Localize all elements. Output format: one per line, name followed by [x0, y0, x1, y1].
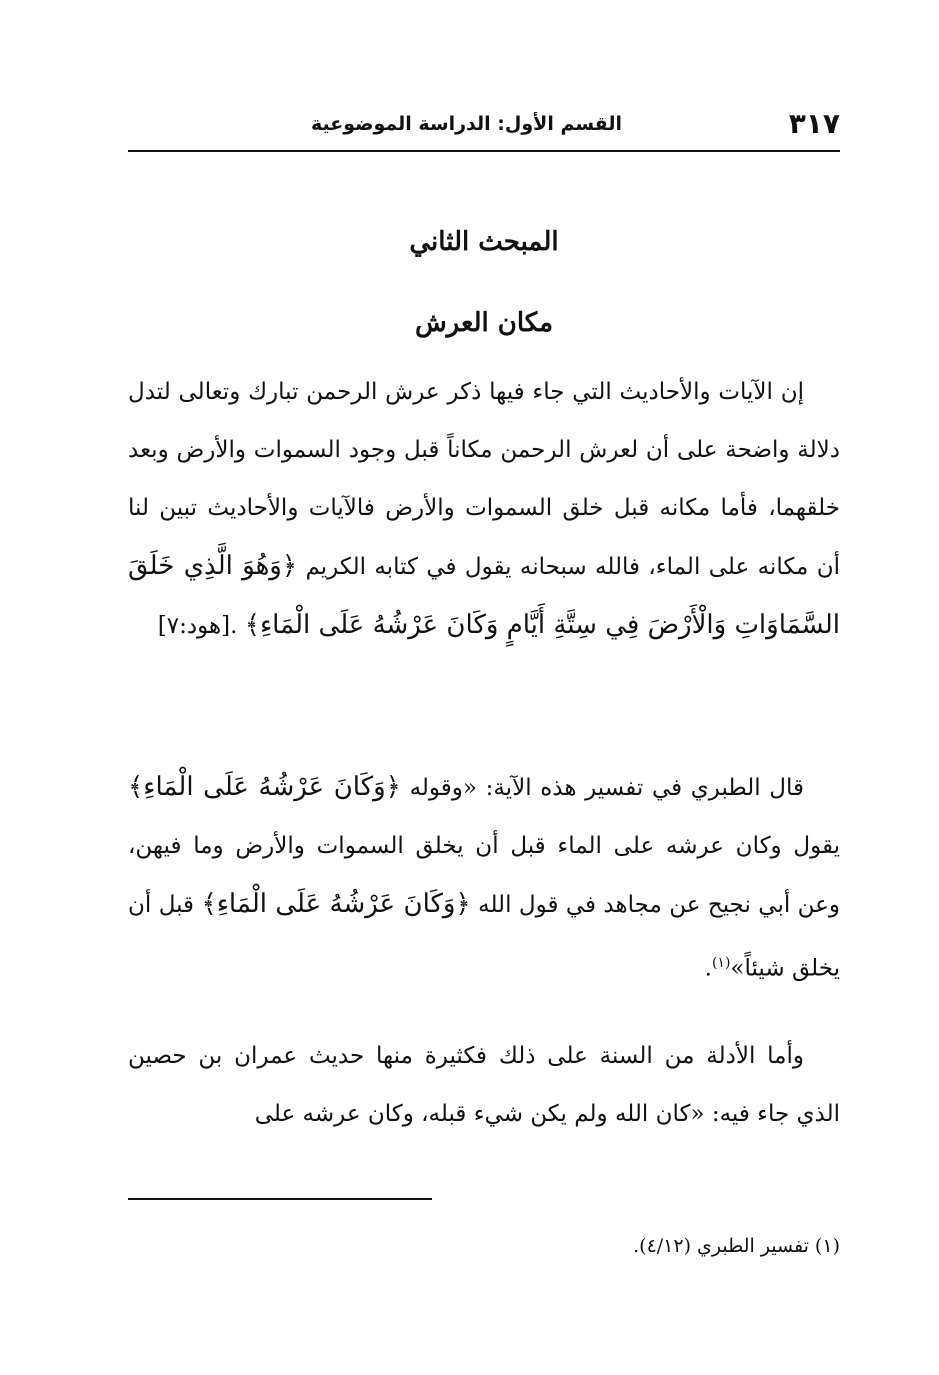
paragraph-2 [128, 758, 840, 998]
quran-verse-quote-1: ﴿وَكَانَ عَرْشُهُ عَلَى الْمَاءِ﴾ [128, 772, 401, 802]
footnote-marker: (١) [711, 955, 731, 971]
footnote: (١) تفسير الطبري (٤/١٢). [633, 1235, 840, 1257]
quran-verse-quote-2: ﴿وَكَانَ عَرْشُهُ عَلَى الْمَاءِ﴾ [201, 889, 471, 919]
paragraph-2-middle: يقول وكان عرشه على الماء قبل أن يخلق السموات والأرض وما فيهن، وعن أبي نجيح عن مجاهد في قول الله [128, 833, 841, 918]
section-heading: المبحث الثاني [409, 227, 559, 257]
paragraph-1-text: إن الآيات والأحاديث التي جاء فيها ذكر عرش الرحمن تبارك وتعالى لتدل دلالة واضحة على أن لعرش الرحمن مكاناً قبل وجود السموات والأرض وبعد خلقهما، فأما مكانه قبل خلق السموات والأرض فالآيات والأحاديث تبين لنا أن مكانه على الماء، فالله سبحانه يقول في كتابه الكريم [128, 379, 840, 580]
section-subheading: مكان العرش [414, 308, 554, 338]
running-title: القسم الأول: الدراسة الموضوعية [310, 113, 622, 135]
footnote-rule [128, 1198, 432, 1200]
paragraph-2-final-period: . [704, 955, 712, 982]
document-page [128, 0, 840, 1375]
paragraph-1 [128, 363, 840, 655]
page-header [128, 104, 840, 144]
paragraph-3-text: وأما الأدلة من السنة على ذلك فكثيرة منها حديث عمران بن حصين الذي جاء فيه: «كان الله ولم يكن شيء قبله، وكان عرشه على [128, 1043, 840, 1127]
header-rule [128, 150, 840, 152]
verse-reference: .[هود:٧] [157, 613, 238, 639]
paragraph-3 [128, 1027, 840, 1143]
paragraph-2-intro: قال الطبري في تفسير هذه الآية: «وقوله [409, 775, 805, 801]
quran-verse: ﴿وَهُوَ الَّذِي خَلَقَ السَّمَاوَاتِ وَالْأَرْضَ فِي سِتَّةِ أَيَّامٍ وَكَانَ عَرْشُهُ عَلَى الْمَاءِ﴾ [128, 551, 840, 640]
paragraph-2-end: قبل أن يخلق شيئاً» [128, 892, 840, 982]
page-number: ٣١٧ [788, 107, 840, 140]
